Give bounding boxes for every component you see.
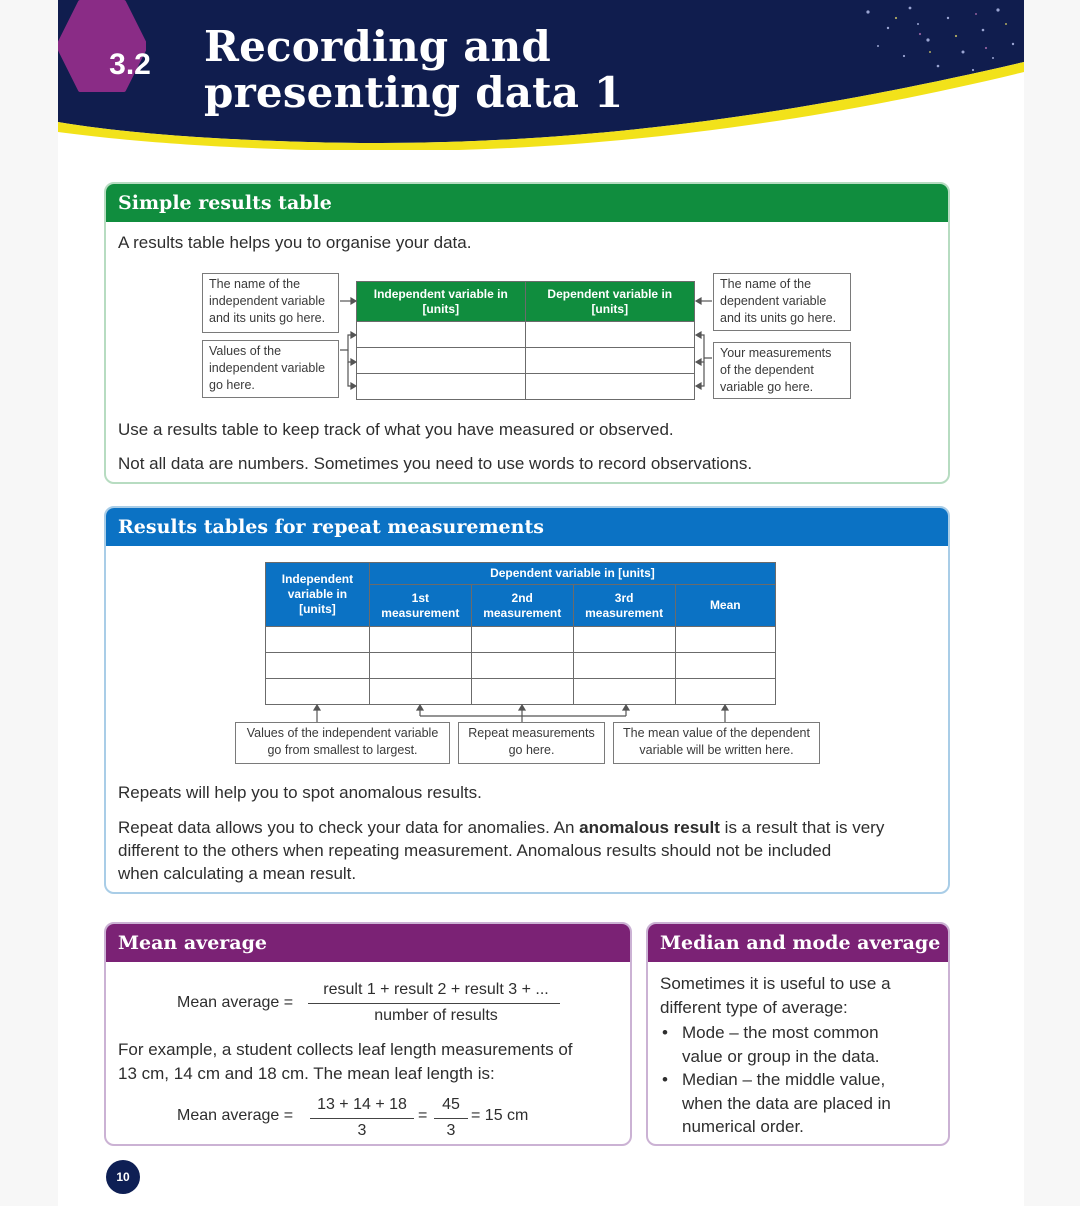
workbook-page	[58, 0, 1024, 1206]
mean-calc-numerator2: 45	[442, 1096, 460, 1113]
mean-calc-numerator1: 13 + 14 + 18	[317, 1096, 407, 1113]
median-intro-line2: different type of average:	[660, 998, 848, 1017]
mean-calc-result: = 15 cm	[471, 1107, 529, 1124]
repeat-measurements-heading: Results tables for repeat measurements	[106, 508, 948, 546]
simple-results-table-heading: Simple results table	[106, 184, 948, 222]
mean-formula-denominator: number of results	[374, 1007, 498, 1024]
mean-formula-label: Mean average =	[177, 994, 294, 1011]
page-number: 10	[106, 1160, 140, 1194]
note-dependent-name: The name of the dependent variable and its units go here.	[713, 273, 851, 331]
simple-table-intro: A results table helps you to organise your data.	[118, 233, 472, 252]
simple-table-para1: Use a results table to keep track of what you have measured or observed.	[118, 420, 674, 439]
mean-example-line1: For example, a student collects leaf length measurements of	[118, 1040, 573, 1059]
table-header-independent: Independent variable in [units]	[266, 563, 370, 627]
table-header-dependent: Dependent variable in [units]	[525, 282, 694, 322]
average-types-list	[660, 1021, 891, 1139]
note-independent-name: The name of the independent variable and its units go here.	[202, 273, 339, 333]
page-margin-left	[0, 0, 58, 1206]
list-item-mode: • Mode – the most common value or group in the data.	[660, 1021, 891, 1068]
repeat-para2-line3: when calculating a mean result.	[118, 864, 357, 883]
repeat-para2-line1: Repeat data allows you to check your data for anomalies. An anomalous result is a result that is very	[118, 818, 885, 837]
list-item-median: • Median – the middle value, when the data are placed in numerical order.	[660, 1068, 891, 1139]
table-header-independent: Independent variable in [units]	[357, 282, 526, 322]
table-header-mean: Mean	[675, 585, 775, 627]
table-row	[266, 679, 776, 705]
note-independent-order: Values of the independent variable go from smallest to largest.	[235, 722, 450, 764]
table-header-3rd: 3rd measurement	[573, 585, 675, 627]
table-header-dependent: Dependent variable in [units]	[369, 563, 775, 585]
section-number: 3.2	[109, 48, 151, 81]
mean-average-heading: Mean average	[106, 924, 630, 962]
table-header-2nd: 2nd measurement	[471, 585, 573, 627]
page-header	[58, 0, 1024, 150]
page-margin-right	[1024, 0, 1080, 1206]
simple-table-para2: Not all data are numbers. Sometimes you need to use words to record observations.	[118, 454, 753, 473]
mean-example-line2: 13 cm, 14 cm and 18 cm. The mean leaf length is:	[118, 1064, 495, 1083]
repeat-para2-line2: different to the others when repeating measurement. Anomalous results should not be included	[118, 841, 832, 860]
median-intro-line1: Sometimes it is useful to use a	[660, 974, 891, 993]
mean-calc-label: Mean average =	[177, 1107, 294, 1124]
table-header-1st: 1st measurement	[369, 585, 471, 627]
repeat-results-table	[265, 562, 776, 705]
simple-table-arrows	[340, 290, 712, 400]
page-title-line1: Recording and	[204, 22, 551, 71]
median-mode-heading: Median and mode average	[648, 924, 948, 962]
page-title	[204, 24, 623, 116]
mean-calc-equals: =	[418, 1107, 428, 1124]
mean-formula-numerator: result 1 + result 2 + result 3 + ...	[323, 981, 549, 998]
note-mean-value: The mean value of the dependent variable will be written here.	[613, 722, 820, 764]
mean-calc-denominator2: 3	[446, 1122, 456, 1139]
mean-formula-fraction-bar	[308, 1003, 560, 1004]
mean-calc-fraction-bar2	[434, 1118, 468, 1119]
note-independent-values: Values of the independent variable go here.	[202, 340, 339, 398]
note-repeat-measurements: Repeat measurements go here.	[458, 722, 605, 764]
table-row	[266, 627, 776, 653]
mean-calc-denominator1: 3	[357, 1122, 367, 1139]
repeat-table-arrows	[265, 704, 785, 724]
anomalous-result-term: anomalous result	[579, 818, 720, 837]
repeat-para1: Repeats will help you to spot anomalous results.	[118, 783, 482, 802]
note-dependent-values: Your measurements of the dependent variable go here.	[713, 342, 851, 399]
page-title-line2: presenting data 1	[204, 68, 624, 117]
table-row	[266, 653, 776, 679]
mean-calc-fraction-bar1	[310, 1118, 414, 1119]
